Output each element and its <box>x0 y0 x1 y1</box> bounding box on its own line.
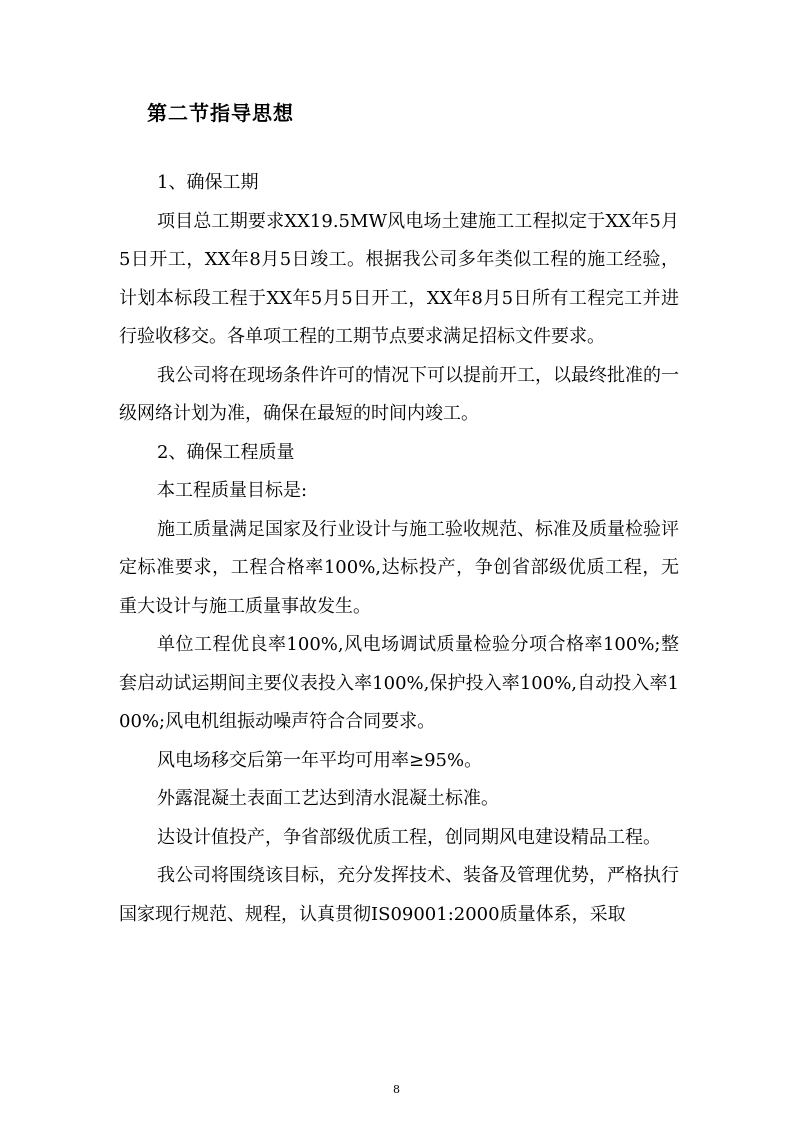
paragraph-availability: 风电场移交后第一年平均可用率≥95%。 <box>157 749 483 771</box>
paragraph-construction-quality: 施工质量满足国家及行业设计与施工验收规范、标准及质量检验评定标准要求，工程合格率100%,达标投产，争创省部级优质工程，无重大设计与施工质量事故发生。 <box>119 518 679 617</box>
paragraph-quality-goal-intro: 本工程质量目标是: <box>157 480 308 501</box>
paragraph-early-start: 我公司将在现场条件许可的情况下可以提前开工，以最终批准的一级网络计划为准，确保在最短的时间内竣工。 <box>119 364 679 424</box>
paragraph-design-value: 达设计值投产，争省部级优质工程，创同期风电建设精品工程。 <box>157 826 661 848</box>
subheading-schedule: 1、确保工期 <box>157 172 259 193</box>
paragraph-quality-system: 我公司将围绕该目标，充分发挥技术、装备及管理优势，严格执行国家现行规范、规程，认真贯彻IS09001:2000质量体系，采取 <box>119 865 679 925</box>
section-title: 第二节指导思想 <box>147 101 294 125</box>
subheading-quality: 2、确保工程质量 <box>157 441 295 463</box>
paragraph-schedule-requirement: 项目总工期要求XX19.5MW风电场土建施工工程拟定于XX年5月5日开工，XX年8月5日竣工。根据我公司多年类似工程的施工经验，计划本标段工程于XX年5月5日开工，XX年8月5日所有工程完工并进行验收移交。各单项工程的工期节点要求满足招标文件要求。 <box>119 210 679 347</box>
body-text <box>119 164 679 934</box>
paragraph-unit-quality-rates: 单位工程优良率100%,风电场调试质量检验分项合格率100%;整套启动试运期间主要仪表投入率100%,保护投入率100%,自动投入率100%;风电机组振动噪声符合合同要求。 <box>119 634 679 732</box>
page-number: 8 <box>393 1083 400 1096</box>
paragraph-concrete-finish: 外露混凝土表面工艺达到清水混凝土标准。 <box>157 788 499 809</box>
